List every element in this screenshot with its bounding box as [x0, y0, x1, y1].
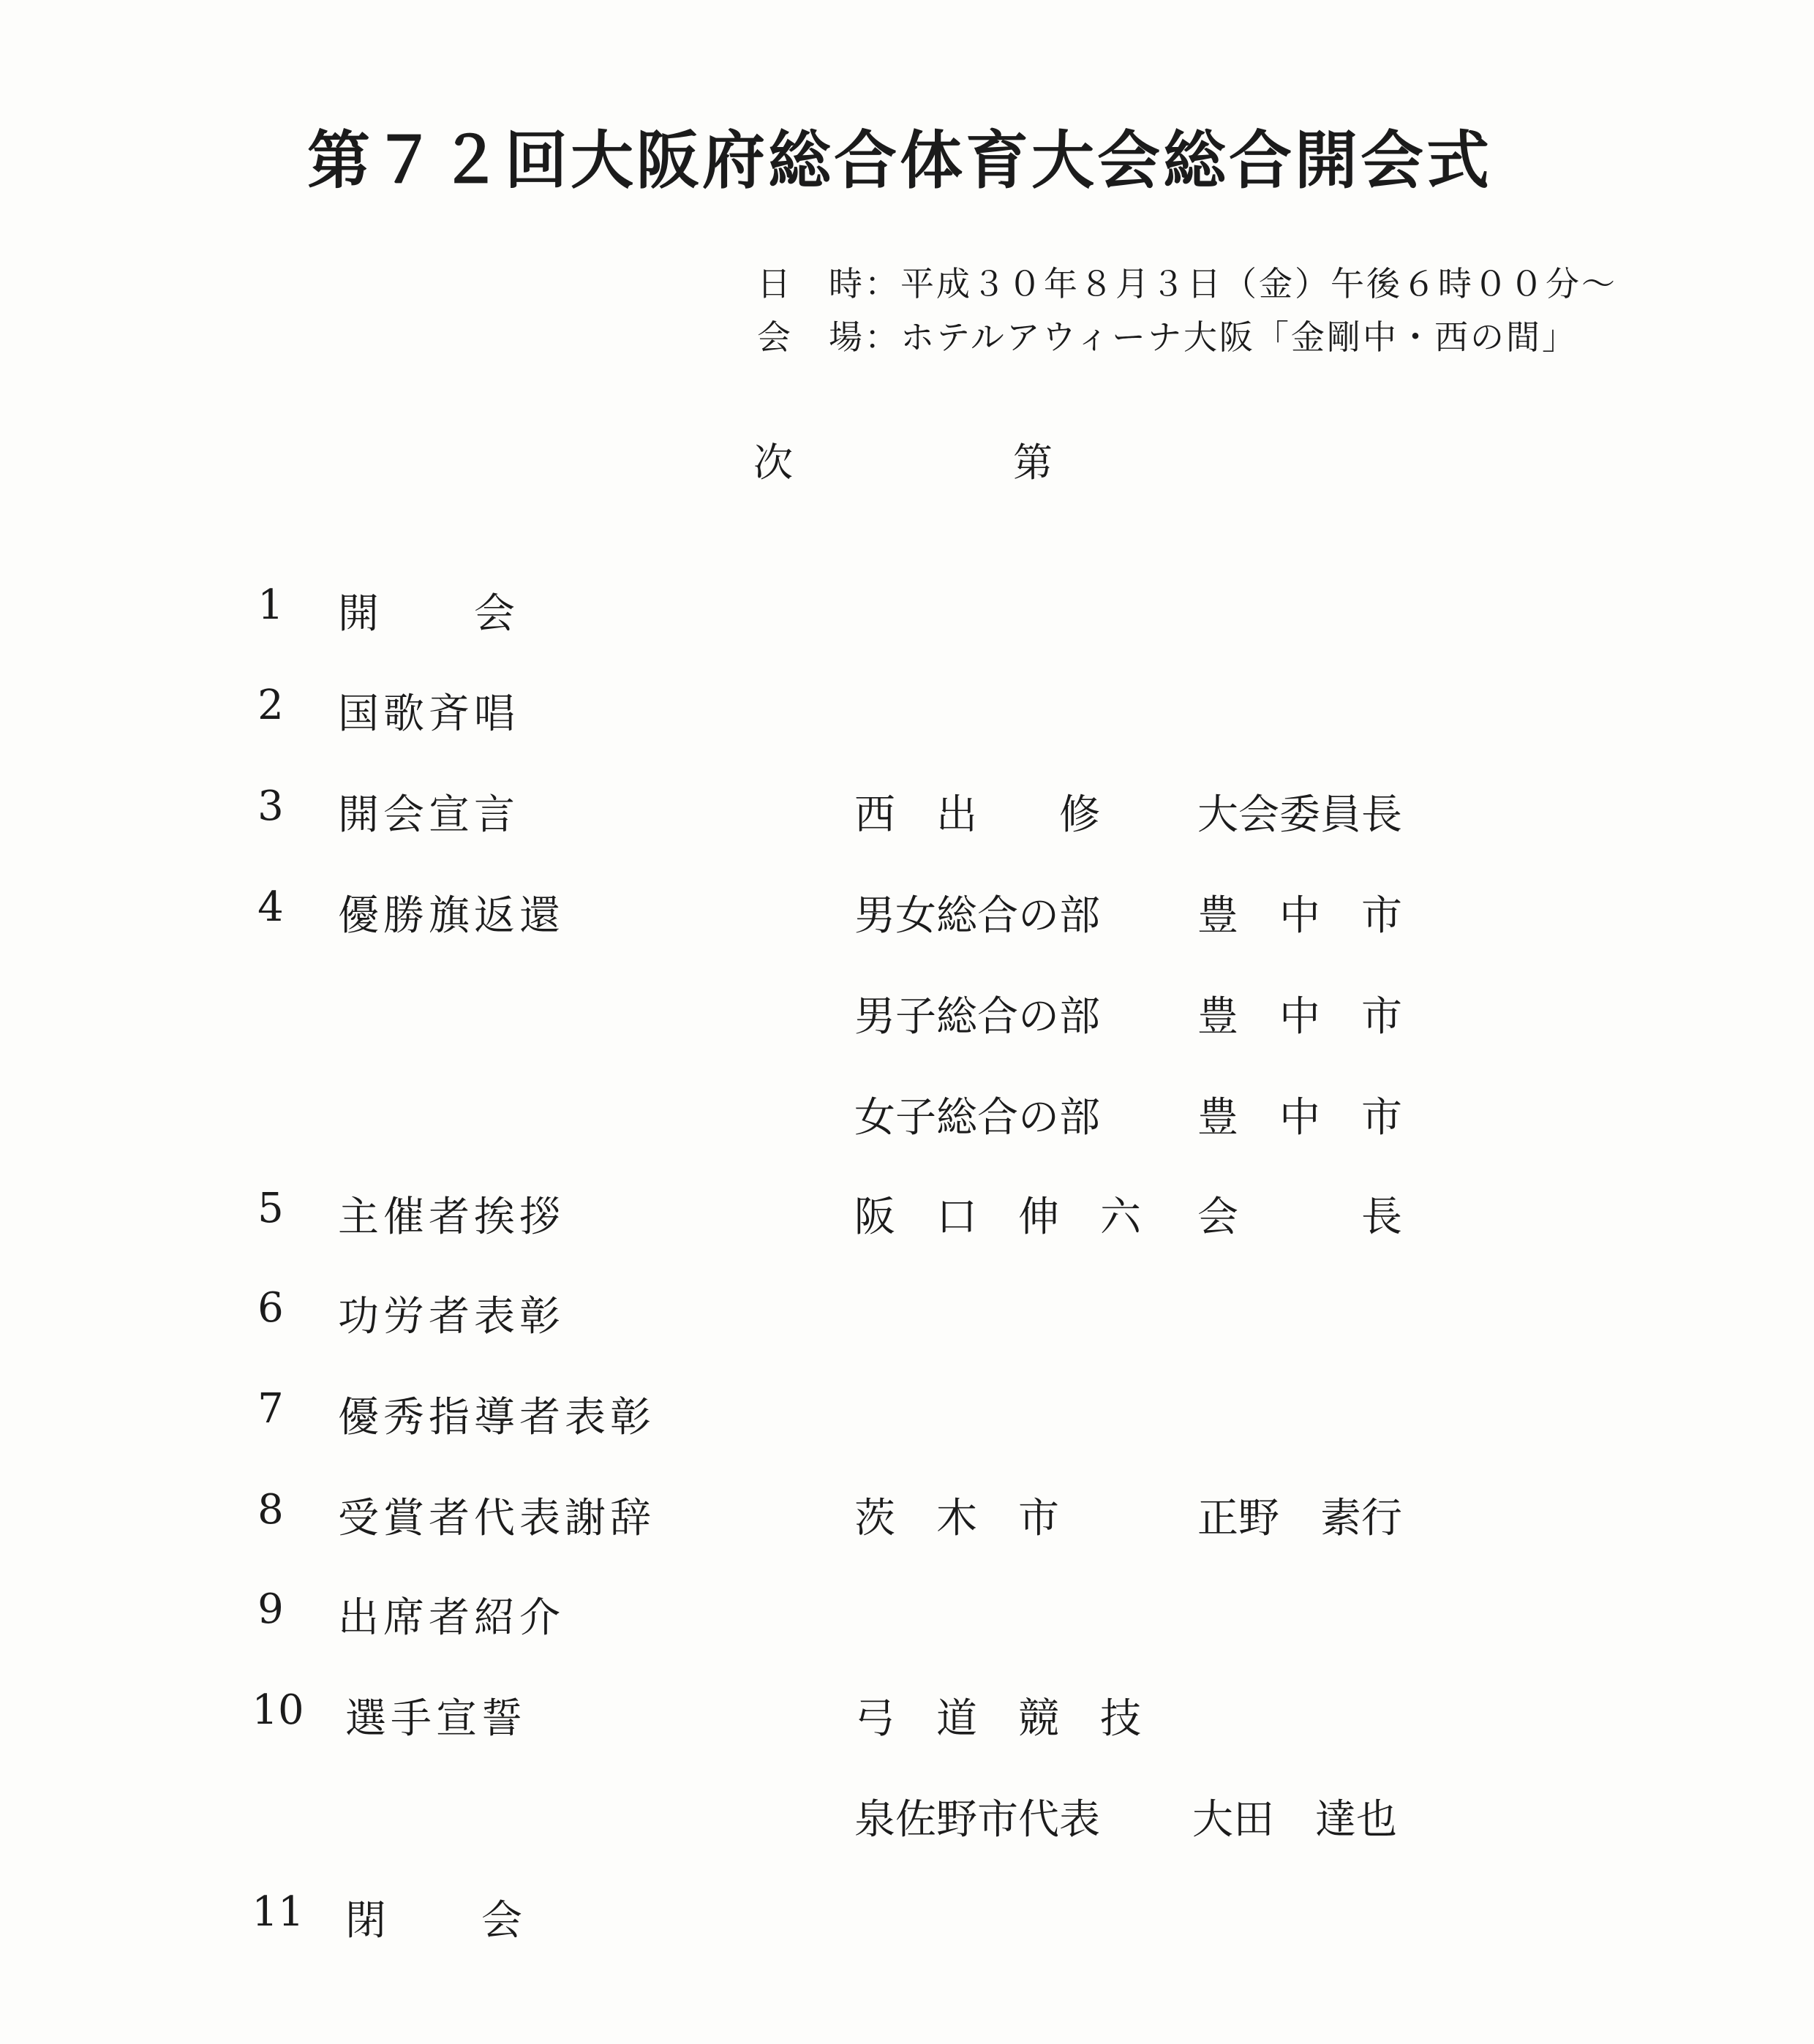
program-person: 女子総合の部 — [854, 1094, 1100, 1142]
program-number: 9 — [257, 1585, 284, 1633]
program-person: 弓 道 競 技 — [854, 1695, 1141, 1743]
datetime-value: 平成３０年８月３日（金）午後６時００分～ — [900, 264, 1617, 303]
program-role: 正野 素行 — [1197, 1495, 1402, 1542]
program-item: 閉 会 — [345, 1897, 527, 1945]
program-item: 選手宣誓 — [345, 1695, 527, 1743]
program-item: 優秀指導者表彰 — [338, 1394, 655, 1441]
program-person: 男子総合の部 — [854, 993, 1100, 1041]
program-person: 泉佐野市代表 — [854, 1796, 1100, 1844]
program-heading-right: 第 — [1013, 440, 1053, 486]
program-item: 国歌斉唱 — [338, 690, 519, 738]
program-number: 4 — [257, 883, 284, 931]
program-number: 8 — [257, 1486, 284, 1534]
program-item: 受賞者代表謝辞 — [338, 1495, 655, 1542]
program-item: 主催者挨拶 — [338, 1193, 565, 1241]
program-role: 会 長 — [1197, 1193, 1402, 1241]
document-title: 第７２回大阪府総合体育大会総合開会式 — [307, 124, 1492, 197]
program-number: 5 — [257, 1185, 284, 1232]
program-item: 開 会 — [338, 590, 519, 638]
program-role: 大田 達也 — [1192, 1796, 1397, 1844]
venue-line — [757, 311, 1578, 359]
venue-label: 会 場 — [757, 317, 865, 357]
program-number: 10 — [252, 1686, 304, 1734]
program-item: 功労者表彰 — [338, 1293, 565, 1340]
program-item: 優勝旗返還 — [338, 892, 565, 940]
program-person: 茨 木 市 — [854, 1495, 1059, 1542]
datetime-label: 日 時 — [757, 264, 865, 303]
program-number: 11 — [252, 1888, 304, 1936]
program-role: 豊 中 市 — [1197, 1094, 1402, 1142]
program-role: 大会委員長 — [1197, 791, 1402, 839]
datetime-line — [757, 257, 1617, 306]
program-item: 出席者紹介 — [338, 1594, 565, 1642]
datetime-colon: ： — [865, 264, 900, 303]
program-number: 3 — [257, 782, 284, 830]
program-role: 豊 中 市 — [1197, 993, 1402, 1041]
program-number: 7 — [257, 1385, 284, 1433]
program-person: 西 出 修 — [854, 791, 1100, 839]
program-person: 男女総合の部 — [854, 892, 1100, 940]
program-number: 1 — [257, 581, 284, 629]
program-item: 開会宣言 — [338, 791, 519, 839]
program-number: 2 — [257, 682, 284, 729]
venue-value: ホテルアウィーナ大阪「金剛中・西の間」 — [900, 317, 1578, 357]
program-number: 6 — [257, 1284, 284, 1332]
venue-colon: ： — [865, 317, 900, 357]
program-role: 豊 中 市 — [1197, 892, 1402, 940]
program-person: 阪 口 伸 六 — [854, 1193, 1141, 1241]
program-heading-left: 次 — [753, 440, 793, 486]
